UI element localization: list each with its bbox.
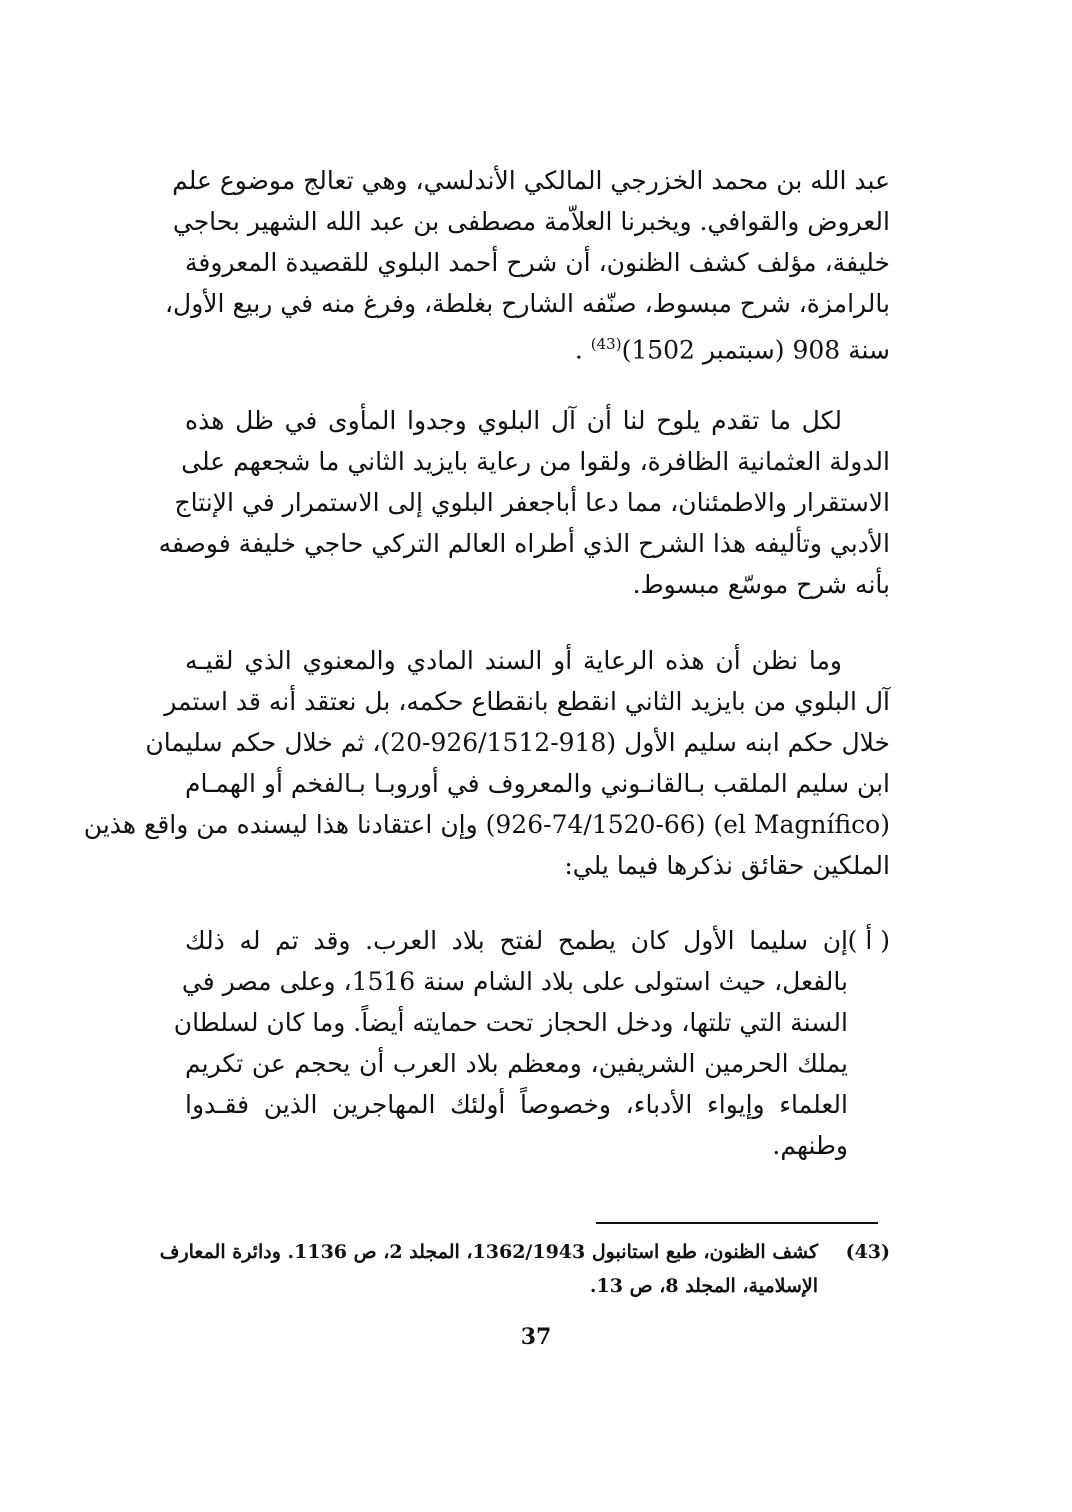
paragraph-3-line-5: (el Magnífico) (926-74/1520-66) وإن اعتقادنا هذا ليسنده من واقع هذين	[83, 810, 890, 839]
list-item-a-line-1: إن سليما الأول كان يطمح لفتح بلاد العرب. وقد تم له ذلك	[185, 926, 848, 955]
list-item-a-line-5: العلماء وإيواء الأدباء، وخصوصاً أولئك المهاجرين الذين فقـدوا	[185, 1090, 848, 1119]
paragraph-1-line-1: عبد الله بن محمد الخزرجي المالكي الأندلسي، وهي تعالج موضوع علم	[172, 166, 890, 195]
list-item-a-body	[173, 920, 848, 1166]
paragraph-1-line-5	[185, 324, 890, 370]
paragraph-2-line-2: الدولة العثمانية الظافرة، ولقوا من رعاية بايزيد الثاني ما شجعهم على	[181, 447, 890, 476]
paragraph-2-line-3: الاستقرار والاطمئنان، مما دعا أباجعفر البلوي إلى الاستمرار في الإنتاج	[174, 488, 890, 517]
list-item-a-line-2: بالفعل، حيث استولى على بلاد الشام سنة 1516، وعلى مصر في	[181, 967, 848, 996]
footnote-body	[159, 1235, 818, 1303]
paragraph-3-line-6: الملكين حقائق نذكرها فيما يلي:	[564, 851, 890, 880]
page-number: 37	[520, 1324, 552, 1350]
footnote-number: (43)	[845, 1241, 890, 1263]
paragraph-3-line-1: وما نظن أن هذه الرعاية أو السند المادي والمعنوي الذي لقيـه	[185, 646, 842, 675]
paragraph-3-line-2: آل البلوي من بايزيد الثاني انقطع بانقطاع حكمه، بل نعتقد أنه قد استمر	[164, 687, 890, 716]
footnote-divider	[596, 1222, 878, 1224]
list-item-a-line-4: يملك الحرمين الشريفين، ومعظم بلاد العرب أن يحجم عن تكريم	[185, 1049, 848, 1078]
footnote-line-2: الإسلامية، المجلد 8، ص 13.	[589, 1275, 818, 1297]
paragraph-3-line-4: ابن سليم الملقب بـالقانـوني والمعروف في أوروبـا بـالفخم أو الهمـام	[185, 769, 890, 798]
paragraph-1-line-3: خليفة، مؤلف كشف الظنون، أن شرح أحمد البلوي للقصيدة المعروفة	[185, 248, 890, 277]
paragraph-2-line-4: الأدبي وتأليفه هذا الشرح الذي أطراه العالم التركي حاجي خليفة فوصفه	[158, 529, 890, 558]
paragraph-3-line-3: خلال حكم ابنه سليم الأول (918-926/1512-20)، ثم خلال حكم سليمان	[145, 728, 890, 757]
paragraph-1-last-line-text: سنة 908 (سبتمبر 1502)	[621, 335, 890, 365]
paragraph-3	[83, 640, 890, 886]
paragraph-1-line-2: العروض والقوافي. ويخبرنا العلاّمة مصطفى بن عبد الله الشهير بحاجي	[172, 207, 890, 236]
list-item-a-line-3: السنة التي تلتها، ودخل الحجاز تحت حمايته أيضاً. وما كان لسلطان	[173, 1008, 848, 1037]
footnote-line-1: كشف الظنون، طبع استانبول 1362/1943، المجلد 2، ص 1136. ودائرة المعارف	[159, 1241, 818, 1263]
list-item-a-label: ( أ )	[847, 926, 890, 955]
paragraph-1-end-mark: .	[574, 335, 583, 365]
footnote-reference-43: (43)	[590, 335, 622, 353]
paragraph-1-line-4: بالرامزة، شرح مبسوط، صنّفه الشارح بغلطة، وفرغ منه في ربيع الأول،	[164, 289, 890, 318]
paragraph-1	[164, 160, 890, 370]
paragraph-2	[158, 400, 890, 605]
paragraph-2-line-1: لكل ما تقدم يلوح لنا أن آل البلوي وجدوا المأوى في ظل هذه	[185, 406, 842, 435]
list-item-a-line-6: وطنهم.	[772, 1131, 848, 1160]
paragraph-2-line-5: بأنه شرح موسّع مبسوط.	[632, 570, 890, 599]
